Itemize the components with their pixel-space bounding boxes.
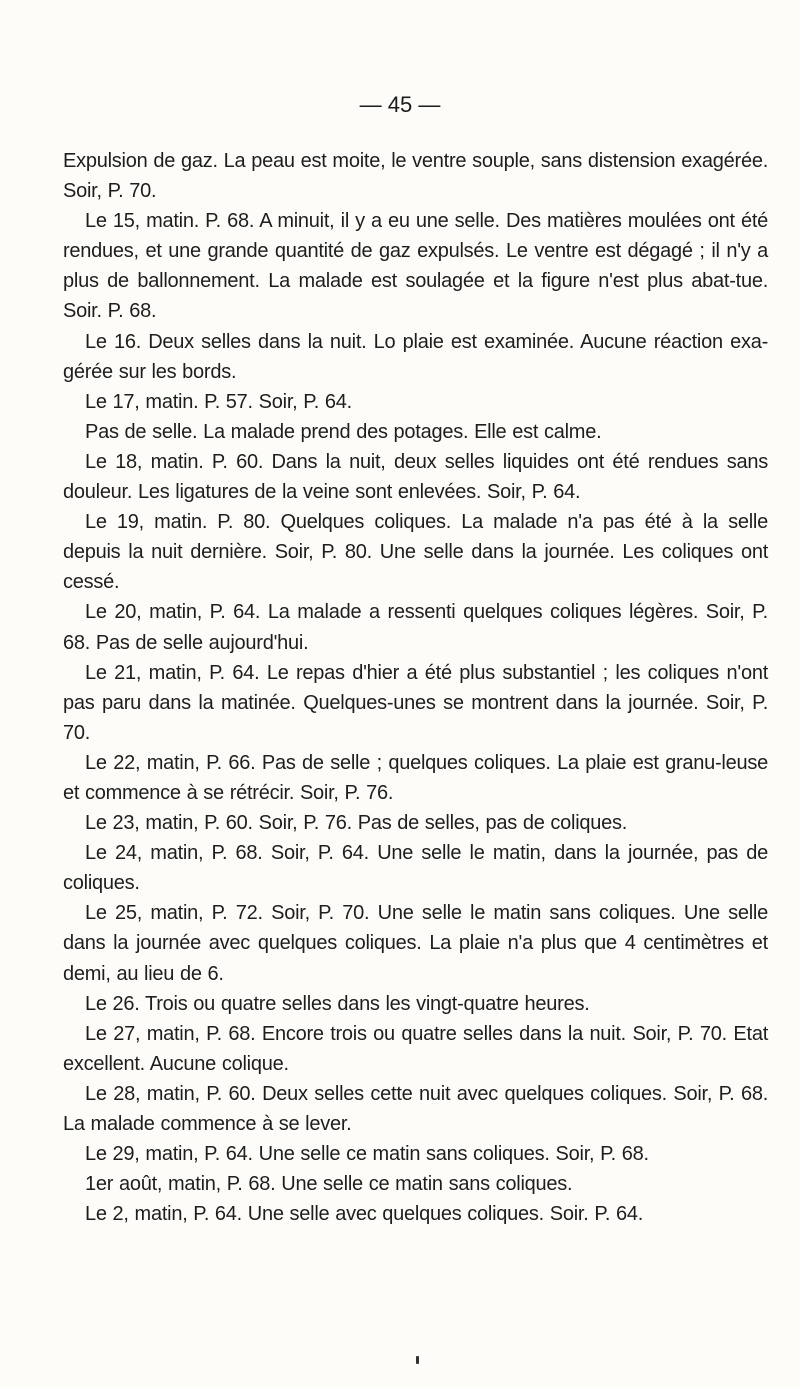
paragraph: Le 2, matin, P. 64. Une selle avec quelques coliques. Soir. P. 64.: [85, 1203, 644, 1226]
paragraph: Le 23, matin, P. 60. Soir, P. 76. Pas de selles, pas de coliques.: [85, 812, 628, 835]
paragraph: Le 28, matin, P. 60. Deux selles cette nuit avec quelques coliques. Soir, P. 68. La malade commence à se lever.: [63, 1082, 768, 1135]
paragraph: Expulsion de gaz. La peau est moite, le ventre souple, sans distension exagérée. Soir, P. 70.: [63, 150, 768, 203]
paragraph: Le 19, matin. P. 80. Quelques coliques. La malade n'a pas été à la selle depuis la nuit dernière. Soir, P. 80. Une selle dans la journée. Les coliques ont cessé.: [63, 511, 768, 594]
paragraph: Le 18, matin. P. 60. Dans la nuit, deux selles liquides ont été rendues sans douleur. Les ligatures de la veine sont enlevées. Soir, P. 64.: [63, 450, 768, 504]
paragraph: Le 27, matin, P. 68. Encore trois ou quatre selles dans la nuit. Soir, P. 70. Etat excellent. Aucune colique.: [63, 1022, 768, 1075]
paragraph: Le 17, matin. P. 57. Soir, P. 64.: [85, 390, 352, 413]
paragraph: Le 26. Trois ou quatre selles dans les vingt-quatre heures.: [85, 992, 590, 1015]
paragraph: Le 25, matin, P. 72. Soir, P. 70. Une selle le matin sans coliques. Une selle dans la journée avec quelques coliques. La plaie n'a plus que 4 centimètres et demi, au lieu de 6.: [63, 902, 768, 985]
paragraph: Le 16. Deux selles dans la nuit. Lo plaie est examinée. Aucune réaction exa-gérée sur les bords.: [63, 330, 768, 383]
paragraph: Le 22, matin, P. 66. Pas de selle ; quelques coliques. La plaie est granu-leuse et commence à se rétrécir. Soir, P. 76.: [63, 751, 768, 804]
body-text: [63, 146, 768, 1229]
page-number: — 45 —: [359, 92, 441, 117]
paragraph: Pas de selle. La malade prend des potages. Elle est calme.: [85, 420, 602, 443]
paragraph: Le 24, matin, P. 68. Soir, P. 64. Une selle le matin, dans la journée, pas de coliques.: [63, 842, 768, 895]
paragraph: Le 20, matin, P. 64. La malade a ressenti quelques coliques légères. Soir, P. 68. Pas de selle aujourd'hui.: [63, 601, 768, 654]
paragraph: Le 21, matin, P. 64. Le repas d'hier a été plus substantiel ; les coliques n'ont pas paru dans la matinée. Quelques-unes se montrent dans la journée. Soir, P. 70.: [63, 661, 768, 744]
paragraph: Le 15, matin. P. 68. A minuit, il y a eu une selle. Des matières moulées ont été rendues, et une grande quantité de gaz expulsés. Le ventre est dégagé ; il n'y a plus de ballonnement. La malade est soulagée et la figure n'est plus abat-tue. Soir. P. 68.: [63, 210, 768, 323]
paragraph: Le 29, matin, P. 64. Une selle ce matin sans coliques. Soir, P. 68.: [85, 1143, 649, 1166]
paragraph: 1er août, matin, P. 68. Une selle ce matin sans coliques.: [85, 1173, 573, 1196]
ink-mark: [416, 1356, 419, 1364]
